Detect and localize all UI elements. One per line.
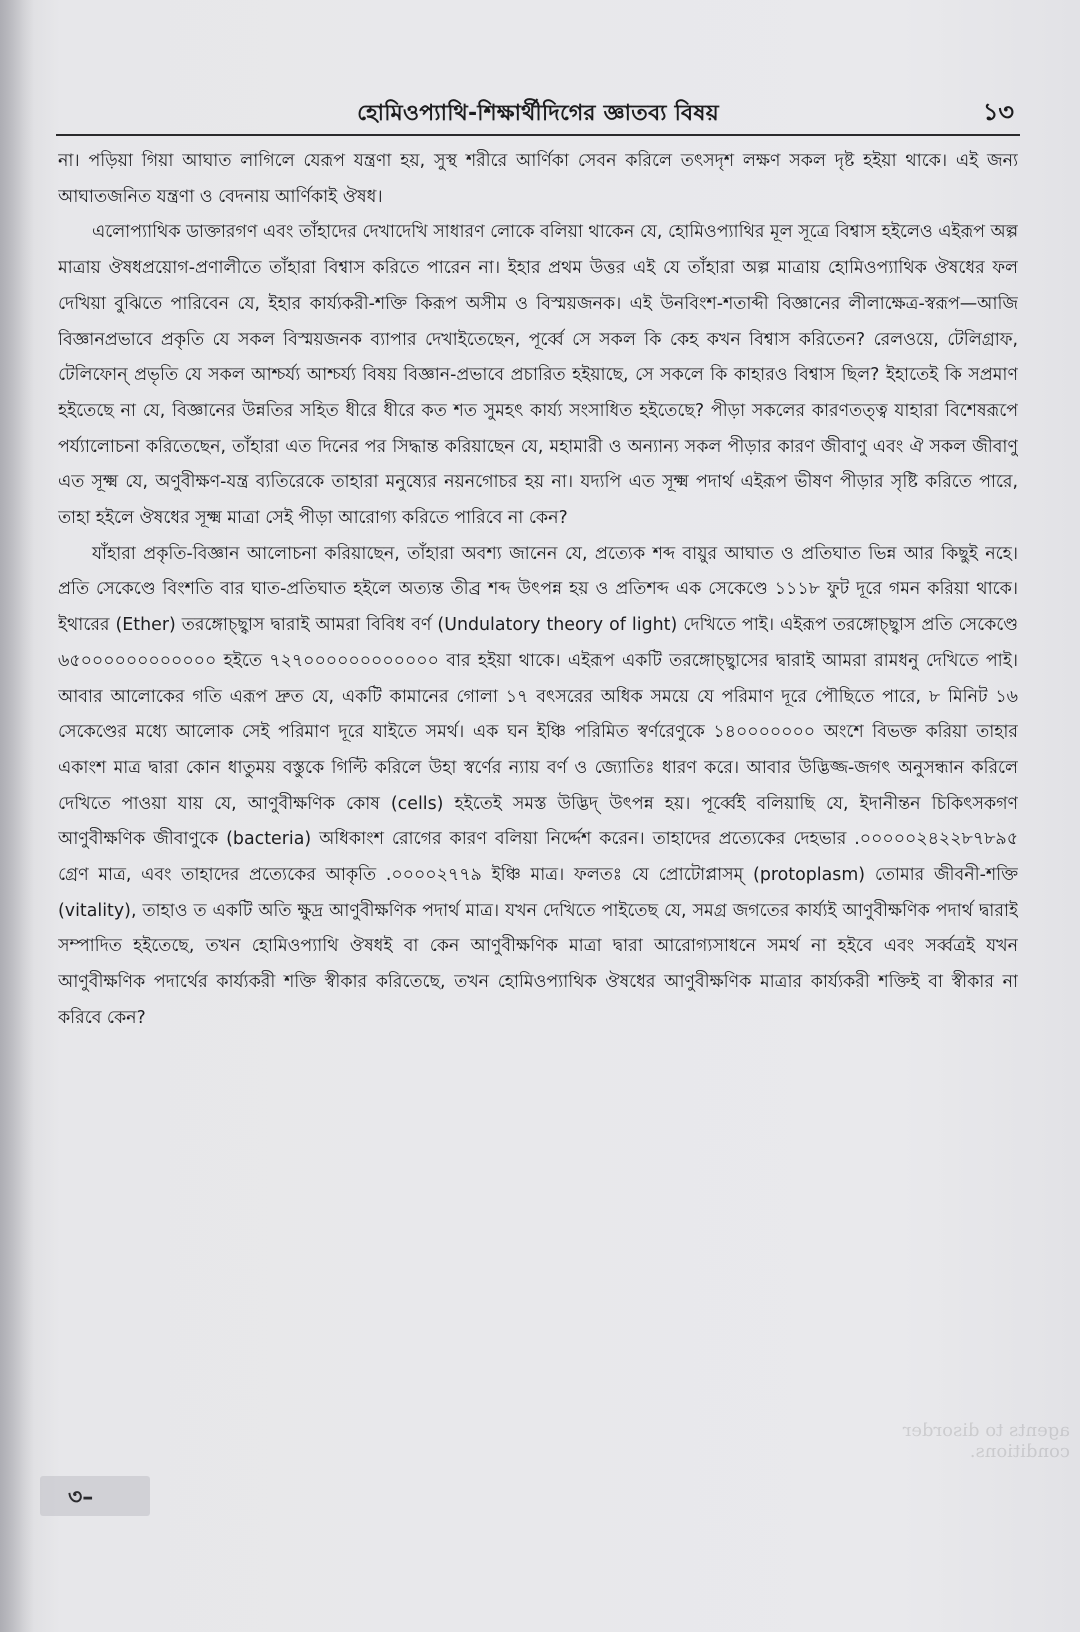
running-title: হোমিওপ্যাথি-শিক্ষার্থীদিগের জ্ঞাতব্য বিষয় [357,101,719,126]
paragraph-2: এলোপ্যাথিক ডাক্তারগণ এবং তাঁহাদের দেখাদেখি সাধারণ লোকে বলিয়া থাকেন যে, হোমিওপ্যাথির মূল সূত্রে বিশ্বাস হইলেও এইরূপ অল্প মাত্রায় ঔষধপ্রয়োগ-প্রণালীতে তাঁহারা বিশ্বাস করিতে পারেন না। ইহার প্রথম উত্তর এই যে তাঁহারা অল্প মাত্রায় হোমিওপ্যাথিক ঔষধের ফল দেখিয়া বুঝিতে পারিবেন যে, ইহার কার্য্যকরী-শক্তি কিরূপ অসীম ও বিস্ময়জনক। এই উনবিংশ-শতাব্দী বিজ্ঞানের লীলাক্ষেত্র-স্বরূপ—আজি বিজ্ঞানপ্রভাবে প্রকৃতি যে সকল বিস্ময়জনক ব্যাপার দেখাইতেছেন, পূর্ব্বে সে সকল কি কেহ কখন বিশ্বাস করিতেন? রেলওয়ে, টেলিগ্রাফ, টেলিফোন্ প্রভৃতি যে সকল আশ্চর্য্য আশ্চর্য্য বিষয় বিজ্ঞান-প্রভাবে প্রচারিত হইয়াছে, সে সকলে কি কাহারও বিশ্বাস ছিল? ইহাতেই কি সপ্রমাণ হইতেছে না যে, বিজ্ঞানের উন্নতির সহিত ধীরে ধীরে কত শত সুমহৎ কার্য্য সংসাধিত হইতেছে? পীড়া সকলের কারণতত্ত্ব যাহারা বিশেষরূপে পর্য্যালোচনা করিতেছেন, তাঁহারা এত দিনের পর সিদ্ধান্ত করিয়াছেন যে, মহামারী ও অন্যান্য সকল পীড়ার কারণ জীবাণু এবং ঐ সকল জীবাণু এত সূক্ষ্ম যে, অণুবীক্ষণ-যন্ত্র ব্যতিরেকে তাহারা মনুষ্যের নয়নগোচর হয় না। যদ্যপি এত সূক্ষ্ম পদার্থ এইরূপ ভীষণ পীড়ার সৃষ্টি করিতে পারে, তাহা হইলে ঔষধের সূক্ষ্ম মাত্রা সেই পীড়া আরোগ্য করিতে পারিবে না কেন? [58,222,1018,529]
paragraph-1: না। পড়িয়া গিয়া আঘাত লাগিলে যেরূপ যন্ত্রণা হয়, সুস্থ শরীরে আর্ণিকা সেবন করিলে তৎসদৃশ লক্ষণ সকল দৃষ্ট হইয়া থাকে। এই জন্য আঘাতজনিত যন্ত্রণা ও বেদনায় আর্ণিকাই ঔষধ। [58,151,1018,207]
signature-mark: ৩– [68,1485,94,1510]
paragraph-3: যাঁহারা প্রকৃতি-বিজ্ঞান আলোচনা করিয়াছেন, তাঁহারা অবশ্য জানেন যে, প্রত্যেক শব্দ বায়ুর আঘাত ও প্রতিঘাত ভিন্ন আর কিছুই নহে। প্রতি সেকেণ্ডে বিংশতি বার ঘাত-প্রতিঘাত হইলে অত্যন্ত তীব্র শব্দ উৎপন্ন হয় ও প্রতিশব্দ এক সেকেণ্ডে ১১১৮ ফুট দূরে গমন করিয়া থাকে। ইথারের (Ether) তরঙ্গোচ্ছ্বাস দ্বারাই আমরা বিবিধ বর্ণ (Undulatory theory of light) দেখিতে পাই। এইরূপ তরঙ্গোচ্ছ্বাস প্রতি সেকেণ্ডে ৬৫০০০০০০০০০০০০ হইতে ৭২৭০০০০০০০০০০০০ বার হইয়া থাকে। এইরূপ একটি তরঙ্গোচ্ছ্বাসের দ্বারাই আমরা রামধনু দেখিতে পাই। আবার আলোকের গতি এরূপ দ্রুত যে, একটি কামানের গোলা ১৭ বৎসরের অধিক সময়ে যে পরিমাণ দূরে পৌছিতে পারে, ৮ মিনিট ১৬ সেকেণ্ডের মধ্যে আলোক সেই পরিমাণ দূরে যাইতে সমর্থ। এক ঘন ইঞ্চি পরিমিত স্বর্ণরেণুকে ১৪০০০০০০০ অংশে বিভক্ত করিয়া তাহার একাংশ মাত্র দ্বারা কোন ধাতুময় বস্তুকে গিল্টি করিলে উহা স্বর্ণের ন্যায় বর্ণ ও জ্যোতিঃ ধারণ করে। আবার উদ্ভিজ্জ-জগৎ অনুসন্ধান করিলে দেখিতে পাওয়া যায় যে, আণুবীক্ষণিক কোষ (cells) হইতেই সমস্ত উদ্ভিদ্ উৎপন্ন হয়। পূর্ব্বেই বলিয়াছি যে, ইদানীন্তন চিকিৎসকগণ আণুবীক্ষণিক জীবাণুকে (bacteria) অধিকাংশ রোগের কারণ বলিয়া নির্দ্দেশ করেন। তাহাদের প্রত্যেকের দেহভার .০০০০০২৪২২৮৭৮৯৫ গ্রেণ মাত্র, এবং তাহাদের প্রত্যেকের আকৃতি .০০০০২৭৭৯ ইঞ্চি মাত্র। ফলতঃ যে প্রোটোপ্লাসম্ (protoplasm) তোমার জীবনী-শক্তি (vitality), তাহাও ত একটি অতি ক্ষুদ্র আণুবীক্ষণিক পদার্থ মাত্র। যখন দেখিতে পাইতেছ যে, সমগ্র জগতের কার্য্যই আণুবীক্ষণিক পদার্থ দ্বারাই সম্পাদিত হইতেছে, তখন হোমিওপ্যাথি ঔষধই বা কেন আণুবীক্ষণিক মাত্রা দ্বারা আরোগ্যসাধনে সমর্থ না হইবে এবং সর্ব্বত্রই যখন আণুবীক্ষণিক পদার্থের কার্য্যকরী শক্তি স্বীকার করিতেছে, তখন হোমিওপ্যাথিক ঔষধের আণুবীক্ষণিক মাত্রার কার্য্যকরী শক্তিই বা স্বীকার না করিবে কেন? [58,543,1018,1028]
body-text [58,144,1018,1474]
spine-shadow [0,0,34,1632]
page-number: ১৩ [982,98,1014,126]
signature-mark-background [40,1476,150,1516]
header-rule [56,134,1020,136]
running-header [56,92,1020,132]
bleed-through-text: agents to disorder conditions. [902,1420,1070,1462]
